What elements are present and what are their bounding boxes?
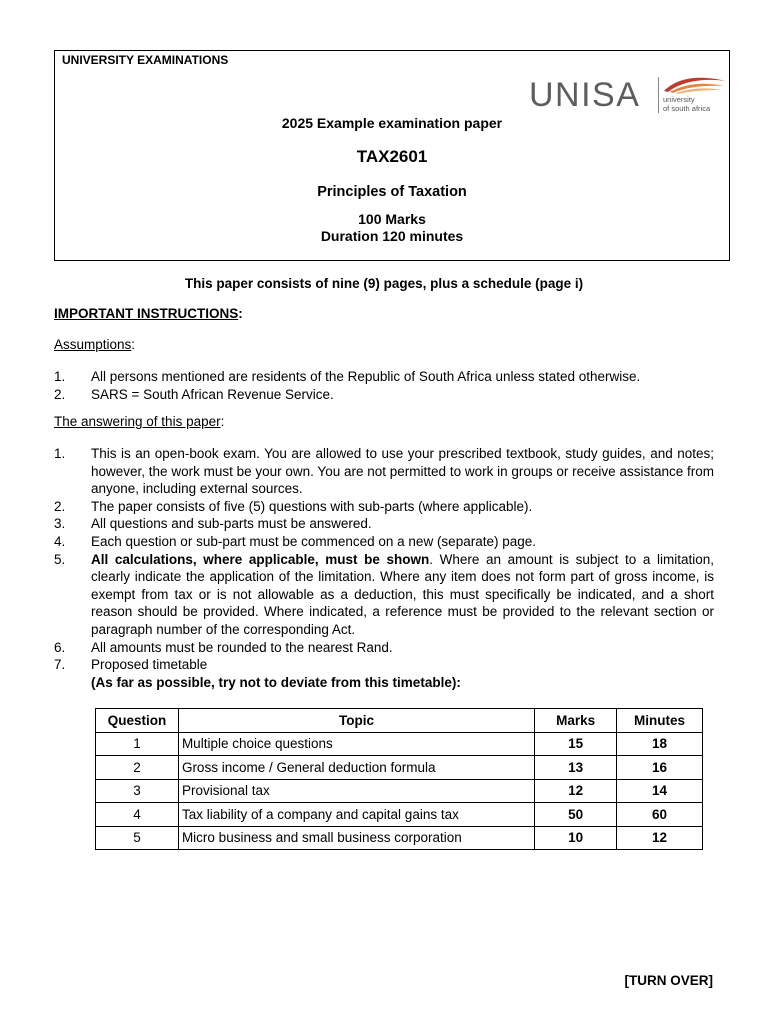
- table-row: [96, 826, 703, 850]
- unisa-swoosh-icon: [660, 73, 730, 95]
- assumptions-heading: Assumptions:: [54, 337, 136, 352]
- topic: Micro business and small business corporation: [178, 826, 534, 850]
- marks: 10: [535, 826, 617, 850]
- marks: 50: [535, 803, 617, 827]
- module-name: Principles of Taxation: [317, 184, 467, 200]
- table-row: [96, 779, 703, 803]
- list-item: 1. This is an open-book exam. You are allowed to use your prescribed textbook, study guides, and notes; however, the work must be your own. You are not permitted to work in groups or receive assistance from anyone, including external sources.: [54, 446, 714, 497]
- logo-subtext: university of south africa: [663, 95, 711, 113]
- answering-list: [54, 445, 714, 691]
- marks: 15: [535, 732, 617, 756]
- list-item: 2. SARS = South African Revenue Service.: [54, 386, 334, 402]
- topic: Multiple choice questions: [178, 732, 534, 756]
- topic: Tax liability of a company and capital gains tax: [178, 803, 534, 827]
- list-item: 7. Proposed timetable: [54, 657, 208, 673]
- exam-header-box: [54, 50, 730, 261]
- minutes: 18: [617, 732, 703, 756]
- column-header-topic: Topic: [178, 709, 534, 733]
- table-row: [96, 803, 703, 827]
- timetable-table: [95, 708, 703, 850]
- marks: 12: [535, 779, 617, 803]
- table-header-row: [96, 709, 703, 733]
- assumptions-list: [54, 368, 714, 403]
- list-item: 2. The paper consists of five (5) questions with sub-parts (where applicable).: [54, 498, 533, 514]
- question-number: 1: [96, 732, 179, 756]
- question-number: 2: [96, 756, 179, 780]
- minutes: 60: [617, 803, 703, 827]
- table-row: [96, 756, 703, 780]
- turn-over-label: [TURN OVER]: [624, 973, 713, 988]
- paper-type: 2025 Example examination paper: [281, 115, 503, 131]
- list-item: 5. All calculations, where applicable, must be shown. Where an amount is subject to a limitation, clearly indicate the application of the limitation. Where any item does not form part of gross income, is exempt from tax or is not allowable as a deduction, this must specifically be indicated, and a short reason should be provided. Where indicated, a reference must be provided to the relevant section or paragraph number of the corresponding Act.: [54, 551, 714, 637]
- timetable-note: (As far as possible, try not to deviate from this timetable):: [91, 674, 461, 690]
- minutes: 12: [617, 826, 703, 850]
- column-header-minutes: Minutes: [617, 709, 703, 733]
- important-instructions-heading: IMPORTANT INSTRUCTIONS:: [54, 306, 243, 321]
- question-number: 4: [96, 803, 179, 827]
- duration: Duration 120 minutes: [320, 228, 464, 244]
- question-number: 5: [96, 826, 179, 850]
- university-examinations-label: UNIVERSITY EXAMINATIONS: [62, 53, 229, 67]
- list-item: 1. All persons mentioned are residents of the Republic of South Africa unless stated otherwise.: [54, 369, 641, 384]
- answering-heading: The answering of this paper:: [54, 414, 225, 429]
- logo-divider: [658, 77, 659, 113]
- topic: Provisional tax: [178, 779, 534, 803]
- marks-duration: [55, 211, 729, 245]
- module-code: TAX2601: [356, 147, 428, 166]
- question-number: 3: [96, 779, 179, 803]
- pages-note: This paper consists of nine (9) pages, plus a schedule (page i): [184, 276, 584, 291]
- list-item: 4. Each question or sub-part must be commenced on a new (separate) page.: [54, 533, 536, 549]
- minutes: 16: [617, 756, 703, 780]
- column-header-question: Question: [96, 709, 179, 733]
- table-row: [96, 732, 703, 756]
- column-header-marks: Marks: [535, 709, 617, 733]
- list-item: 3. All questions and sub-parts must be answered.: [54, 516, 372, 532]
- unisa-logo-wordmark: UNISA: [529, 76, 641, 114]
- marks: 13: [535, 756, 617, 780]
- topic: Gross income / General deduction formula: [178, 756, 534, 780]
- list-item: 6. All amounts must be rounded to the nearest Rand.: [54, 639, 393, 655]
- total-marks: 100 Marks: [358, 211, 426, 227]
- unisa-logo: [529, 73, 729, 117]
- minutes: 14: [617, 779, 703, 803]
